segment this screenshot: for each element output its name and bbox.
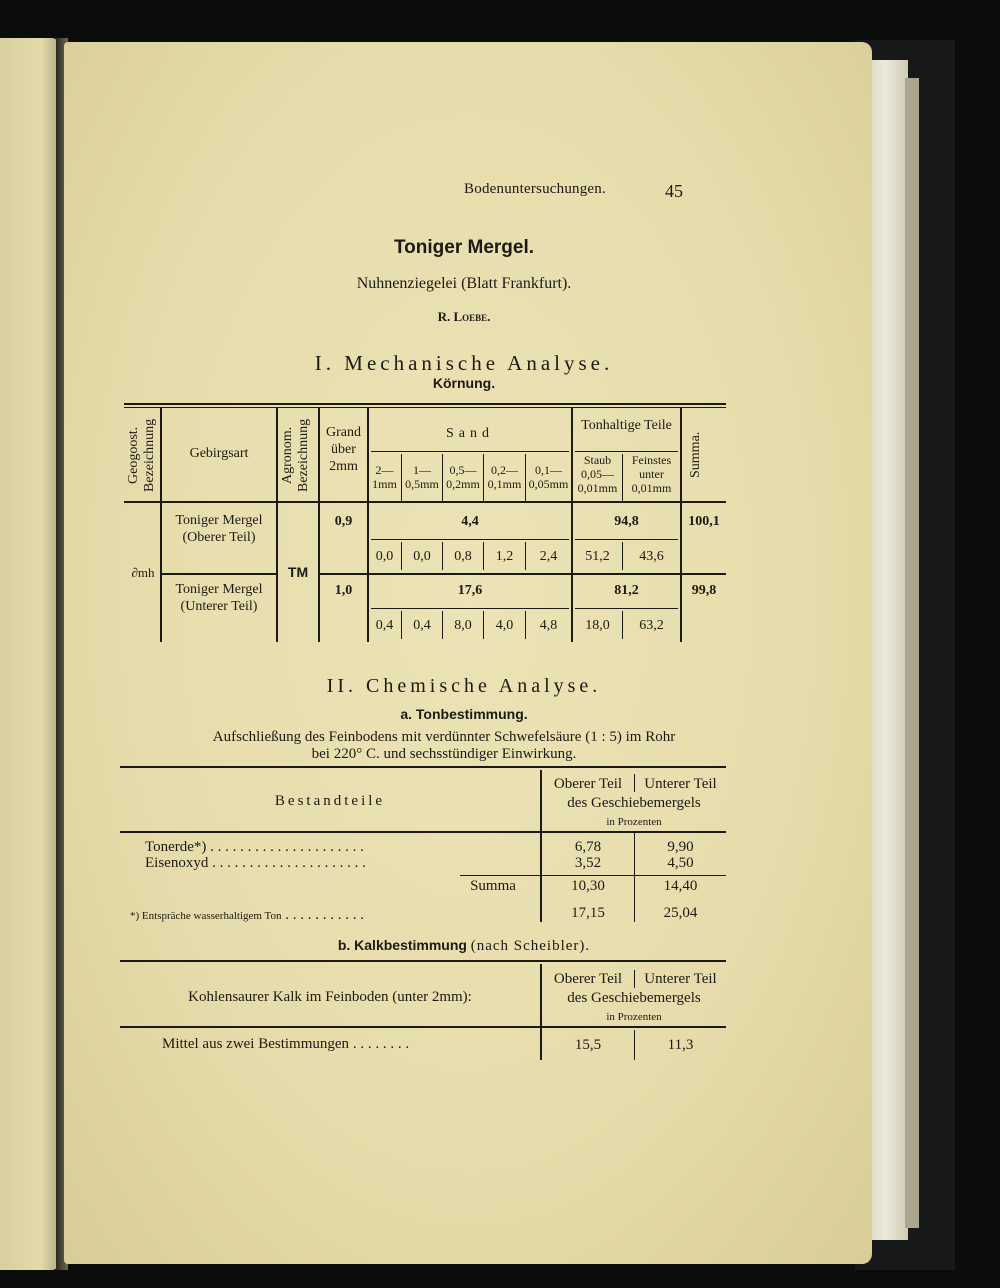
header-sand: Sand <box>446 426 494 441</box>
staub-unterer: 18,0 <box>585 618 610 633</box>
summa-label: Summa <box>470 878 516 894</box>
feinstes-oberer: 43,6 <box>639 549 664 564</box>
gebirgsart-unterer: Toniger Mergel (Unterer Teil) <box>175 582 263 614</box>
gebirgsart-oberer: Toniger Mergel (Oberer Teil) <box>175 513 263 545</box>
col-geschiebemergel: des Geschiebemergels <box>567 795 701 811</box>
col-geschiebemergel: des Geschiebemergels <box>567 990 701 1006</box>
kalk-bold: b. Kalkbestimmung <box>337 937 467 953</box>
author: R. Loebe. <box>437 309 491 324</box>
header-tonhaltige-teile: Tonhaltige Teile <box>581 418 672 433</box>
eisenoxyd-oberer: 3,52 <box>574 855 602 871</box>
dot-leader: . . . . . . . . <box>349 1036 410 1052</box>
summa-oberer-a: 10,30 <box>571 878 605 894</box>
rule <box>124 407 726 408</box>
section-chemische-analyse: II. Chemische Analyse. <box>326 675 602 697</box>
grand-unterer: 1,0 <box>334 583 353 598</box>
footnote-text: *) Entspräche wasserhaltigem Ton <box>130 910 282 922</box>
header-gebirgsart: Gebirgsart <box>189 446 249 461</box>
rule <box>575 608 678 609</box>
header-summa: Summa. <box>688 431 703 479</box>
rule <box>575 451 678 452</box>
rule <box>276 408 278 642</box>
rule <box>460 875 726 876</box>
description-line: Aufschließung des Feinbodens mit verdünnter Schwefelsäure (1 : 5) im Rohr <box>212 729 676 745</box>
staub-oberer: 51,2 <box>585 549 610 564</box>
sand-total-oberer: 4,4 <box>461 514 479 529</box>
book-page <box>64 42 872 1264</box>
subheading-koernung: Körnung. <box>432 375 496 391</box>
rule <box>680 408 682 502</box>
grand-oberer: 0,9 <box>334 514 353 529</box>
page-title: Toniger Mergel. <box>393 237 535 258</box>
ton-total-oberer: 94,8 <box>614 514 639 529</box>
row-label-tonerde <box>145 839 364 856</box>
row-label-eisenoxyd <box>145 855 366 872</box>
page-number: 45 <box>665 181 683 201</box>
subheading-kalkbestimmung <box>214 937 714 955</box>
tonerde-oberer: 6,78 <box>574 839 602 855</box>
rule <box>120 766 726 768</box>
col-unterer-teil: Unterer Teil <box>644 776 717 792</box>
page-stack-edge-inner <box>905 78 919 1228</box>
col-unit: in Prozenten <box>606 1011 662 1023</box>
summa-unterer-a: 14,40 <box>663 878 698 894</box>
footnote-oberer: 17,15 <box>571 905 605 921</box>
col-bestandteile: Bestandteile <box>274 793 386 809</box>
dot-leader: . . . . . . . . . . . <box>281 907 364 923</box>
header-feinstes: Feinstes unter 0,01mm <box>631 453 672 495</box>
header-sand-01-005: 0,1— 0,05mm <box>528 463 569 491</box>
sand-value: 4,0 <box>495 618 514 633</box>
sand-value: 0,4 <box>375 618 394 633</box>
kalk-rest: (nach Scheibler). <box>470 938 591 954</box>
mittel-unterer: 11,3 <box>667 1037 694 1053</box>
left-page-edge <box>0 38 58 1270</box>
header-grand: Grand über 2mm <box>326 425 361 474</box>
summa-unterer: 99,8 <box>691 583 717 598</box>
rule <box>120 960 726 962</box>
ton-total-unterer: 81,2 <box>614 583 639 598</box>
sand-value: 0,0 <box>413 549 431 564</box>
footnote-unterer: 25,04 <box>663 905 698 921</box>
rule <box>124 403 726 405</box>
label-text: Tonerde*) <box>145 839 207 855</box>
sand-value: 8,0 <box>454 618 472 633</box>
dot-leader: . . . . . . . . . . . . . . . . . . . . . <box>206 839 364 855</box>
dot-leader: . . . . . . . . . . . . . . . . . . . . . <box>208 855 366 871</box>
header-geogn: Geogoost. Bezeichnung <box>126 418 157 492</box>
header-agronom: Agronom. Bezeichnung <box>280 418 311 492</box>
sand-value: 2,4 <box>539 549 558 564</box>
footnote <box>130 907 364 924</box>
tonbestimmung-description <box>134 729 754 763</box>
eisenoxyd-unterer: 4,50 <box>667 855 694 871</box>
subtitle: Nuhnenziegelei (Blatt Frankfurt). <box>356 275 572 292</box>
rule <box>575 539 678 540</box>
geo-symbol: ∂mh <box>131 565 155 580</box>
rule <box>162 573 276 575</box>
col-unterer-teil: Unterer Teil <box>644 971 717 987</box>
header-sand-05-02: 0,5— 0,2mm <box>446 463 480 491</box>
sand-value: 1,2 <box>495 549 514 564</box>
sand-value: 0,8 <box>454 549 472 564</box>
header-staub: Staub 0,05— 0,01mm <box>577 453 618 495</box>
rule <box>120 831 726 833</box>
col-oberer-teil: Oberer Teil <box>553 971 623 987</box>
rule <box>371 451 569 452</box>
subheading-tonbestimmung: a. Tonbestimmung. <box>400 706 528 722</box>
description-line: bei 220° C. und sechsstündiger Einwirkung. <box>311 746 577 762</box>
sand-value: 0,0 <box>375 549 394 564</box>
rule <box>371 539 569 540</box>
rule <box>371 608 569 609</box>
rule <box>120 1026 726 1028</box>
col-unit: in Prozenten <box>606 816 662 828</box>
col-oberer-teil: Oberer Teil <box>553 776 623 792</box>
sand-value: 0,4 <box>413 618 431 633</box>
tonerde-unterer: 9,90 <box>667 839 694 855</box>
agro-symbol: TM <box>287 564 309 580</box>
header-sand-2-1: 2— 1mm <box>372 463 397 491</box>
running-title: Bodenuntersuchungen. <box>464 181 606 197</box>
summa-oberer: 100,1 <box>688 514 720 529</box>
rule <box>320 573 726 575</box>
sand-total-unterer: 17,6 <box>457 583 483 598</box>
mittel-oberer: 15,5 <box>574 1037 602 1053</box>
row-label-mittel <box>162 1036 409 1053</box>
feinstes-unterer: 63,2 <box>639 618 664 633</box>
sand-value: 4,8 <box>539 618 558 633</box>
header-sand-1-05: 1— 0,5mm <box>405 463 439 491</box>
label-text: Mittel aus zwei Bestimmungen <box>162 1036 350 1052</box>
header-sand-02-01: 0,2— 0,1mm <box>487 463 522 491</box>
rule <box>124 501 726 503</box>
col-kohlensaurer-kalk: Kohlensaurer Kalk im Feinboden (unter 2mm): <box>188 989 472 1005</box>
section-mechanische-analyse: I. Mechanische Analyse. <box>314 351 614 375</box>
label-text: Eisenoxyd <box>145 855 209 871</box>
